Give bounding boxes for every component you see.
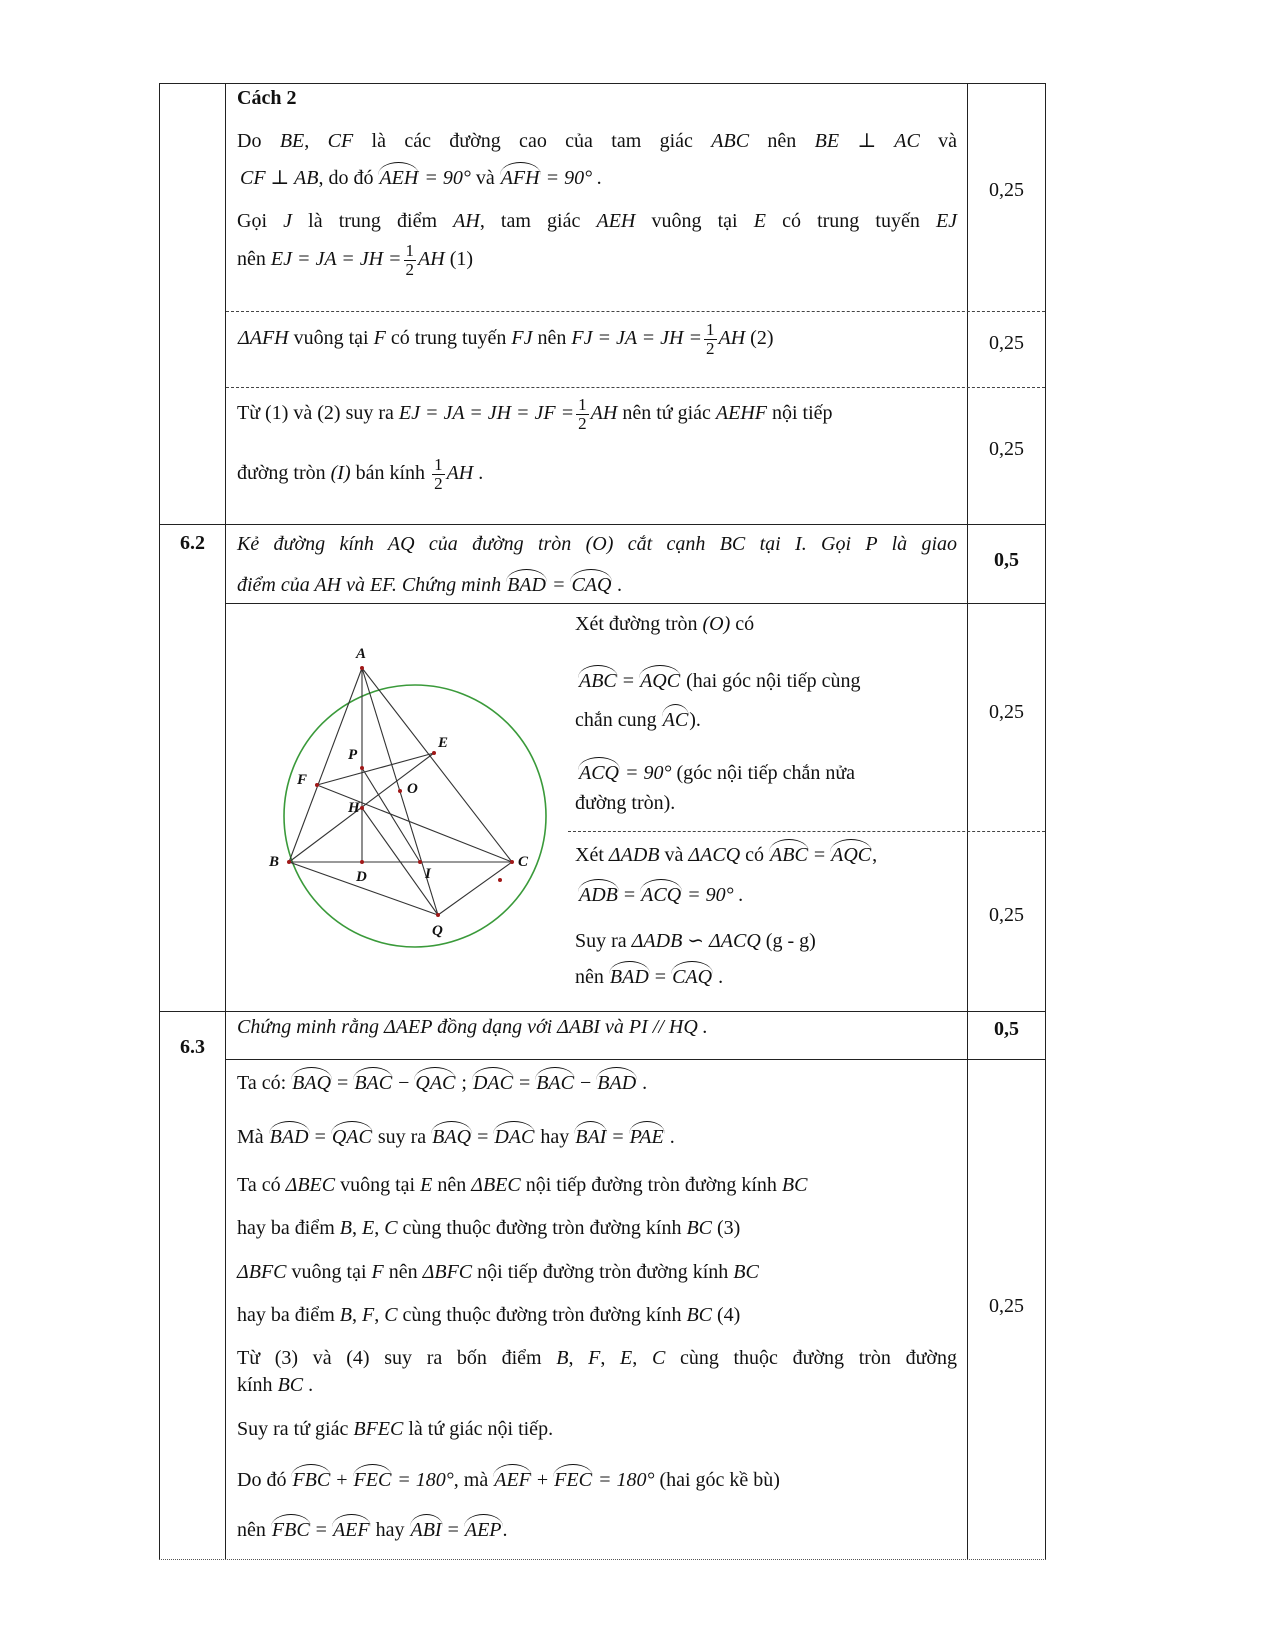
segment-ab	[289, 668, 362, 862]
text-line: ΔAFH vuông tại F có trung tuyến FJ nên FJ = JA = JH = $\frac{1}{2}$ AH (2)	[238, 320, 774, 358]
text-line: kính BC .	[237, 1374, 314, 1396]
point-label-b: B	[269, 854, 280, 870]
text-line: ADB = ACQ = 90° .	[579, 884, 744, 906]
divider-dashed	[226, 387, 1045, 388]
section-heading: Cách 2	[237, 87, 297, 109]
text-line: Do đó FBC + FEC = 180°, mà AEF + FEC = 180° (hai góc kề bù)	[237, 1469, 780, 1491]
score: 0,25	[989, 1295, 1024, 1317]
score: 0,25	[989, 904, 1024, 926]
text-line: ΔBFC vuông tại F nên ΔBFC nội tiếp đường tròn đường kính BC	[237, 1261, 759, 1283]
text-line: Từ (3) và (4) suy ra bốn điểm B, F, E, C cùng thuộc đường tròn đường	[237, 1347, 957, 1369]
border-right	[1045, 83, 1046, 1559]
point-label-h: H	[348, 800, 360, 816]
question-number: 6.3	[180, 1036, 205, 1058]
question-text: điểm của AH và EF. Chứng minh BAD = CAQ .	[237, 574, 623, 596]
point-label-d: D	[356, 869, 367, 885]
text-line: ABC = AQC (hai góc nội tiếp cùng	[579, 670, 861, 692]
question-text: Kẻ đường kính AQ của đường tròn (O) cắt cạnh BC tại I. Gọi P là giao	[237, 533, 958, 555]
text-line: chắn cung AC).	[575, 709, 701, 731]
divider-row	[225, 603, 1046, 604]
divider-row	[225, 1059, 1046, 1060]
point-label-p: P	[348, 747, 358, 763]
score: 0,25	[989, 332, 1024, 354]
text-line: đường tròn (I) bán kính $\frac{1}{2}$ AH .	[237, 455, 484, 493]
border-col2	[967, 83, 968, 1559]
text-line: Suy ra tứ giác BFEC là tứ giác nội tiếp.	[237, 1418, 554, 1440]
text-line: hay ba điểm B, E, C cùng thuộc đường tròn đường kính BC (3)	[237, 1217, 741, 1239]
point-label-f: F	[297, 772, 308, 788]
score: 0,25	[989, 701, 1024, 723]
text-line: Ta có ΔBEC vuông tại E nên ΔBEC nội tiếp đường tròn đường kính BC	[237, 1174, 808, 1196]
fraction: $\frac{1}{2}$	[434, 455, 443, 493]
geometry-figure	[260, 630, 560, 950]
divider-row	[159, 524, 1046, 525]
point-label-q: Q	[432, 923, 443, 939]
divider-dashed	[568, 831, 1045, 832]
text-line: Mà BAD = QAC suy ra BAQ = DAC hay BAI = PAE .	[237, 1126, 675, 1148]
segment-cq	[438, 862, 512, 915]
score: 0,25	[989, 438, 1024, 460]
score: 0,5	[994, 549, 1019, 571]
point-label-a: A	[356, 646, 367, 662]
fraction: $\frac{1}{2}$	[578, 395, 587, 433]
border-top	[159, 83, 1046, 84]
text-line: đường tròn).	[575, 792, 676, 814]
text-line: Do BE, CF là các đường cao của tam giác ABC nên BE ⊥ AC và	[237, 130, 958, 152]
score: 0,25	[989, 179, 1024, 201]
point-label-o: O	[407, 781, 418, 797]
fraction: $\frac{1}{2}$	[706, 320, 715, 358]
text-line: Ta có: BAQ = BAC − QAC ; DAC = BAC − BAD .	[237, 1072, 648, 1094]
text-line: Xét đường tròn (O) có	[575, 613, 755, 635]
text-line: nên EJ = JA = JH = $\frac{1}{2}$ AH (1)	[237, 241, 474, 279]
point-label-c: C	[518, 854, 529, 870]
score: 0,5	[994, 1018, 1019, 1040]
text-line: Suy ra ΔADB ∽ ΔACQ (g - g)	[575, 930, 816, 952]
point-label-e: E	[438, 735, 449, 751]
divider-row	[159, 1011, 1046, 1012]
question-text: Chứng minh rằng ΔAEP đồng dạng với ΔABI và PI // HQ .	[237, 1016, 708, 1038]
divider-dashed	[226, 311, 1045, 312]
border-bottom	[159, 1559, 1046, 1560]
text-line: CF ⊥ AB, do đó AEH = 90° và AFH = 90° .	[240, 167, 603, 189]
border-left	[159, 83, 160, 1559]
fraction: $\frac{1}{2}$	[405, 241, 415, 279]
text-line: hay ba điểm B, F, C cùng thuộc đường tròn đường kính BC (4)	[237, 1304, 741, 1326]
text-line: Từ (1) và (2) suy ra EJ = JA = JH = JF = $\frac{1}{2}$ AH nên tứ giác AEHF nội tiếp	[237, 395, 833, 433]
text-line: Xét ΔADB và ΔACQ có ABC = AQC,	[575, 844, 878, 866]
circle-o	[284, 685, 546, 947]
text-line: nên FBC = AEF hay ABI = AEP.	[237, 1519, 508, 1541]
border-col1	[225, 83, 226, 1559]
text-line: ACQ = 90° (góc nội tiếp chắn nửa	[579, 762, 856, 784]
question-number: 6.2	[180, 532, 205, 554]
text-line: nên BAD = CAQ .	[575, 966, 724, 988]
text-line: Gọi J là trung điểm AH, tam giác AEH vuông tại E có trung tuyến EJ	[237, 210, 958, 232]
point-label-i: I	[425, 866, 431, 882]
